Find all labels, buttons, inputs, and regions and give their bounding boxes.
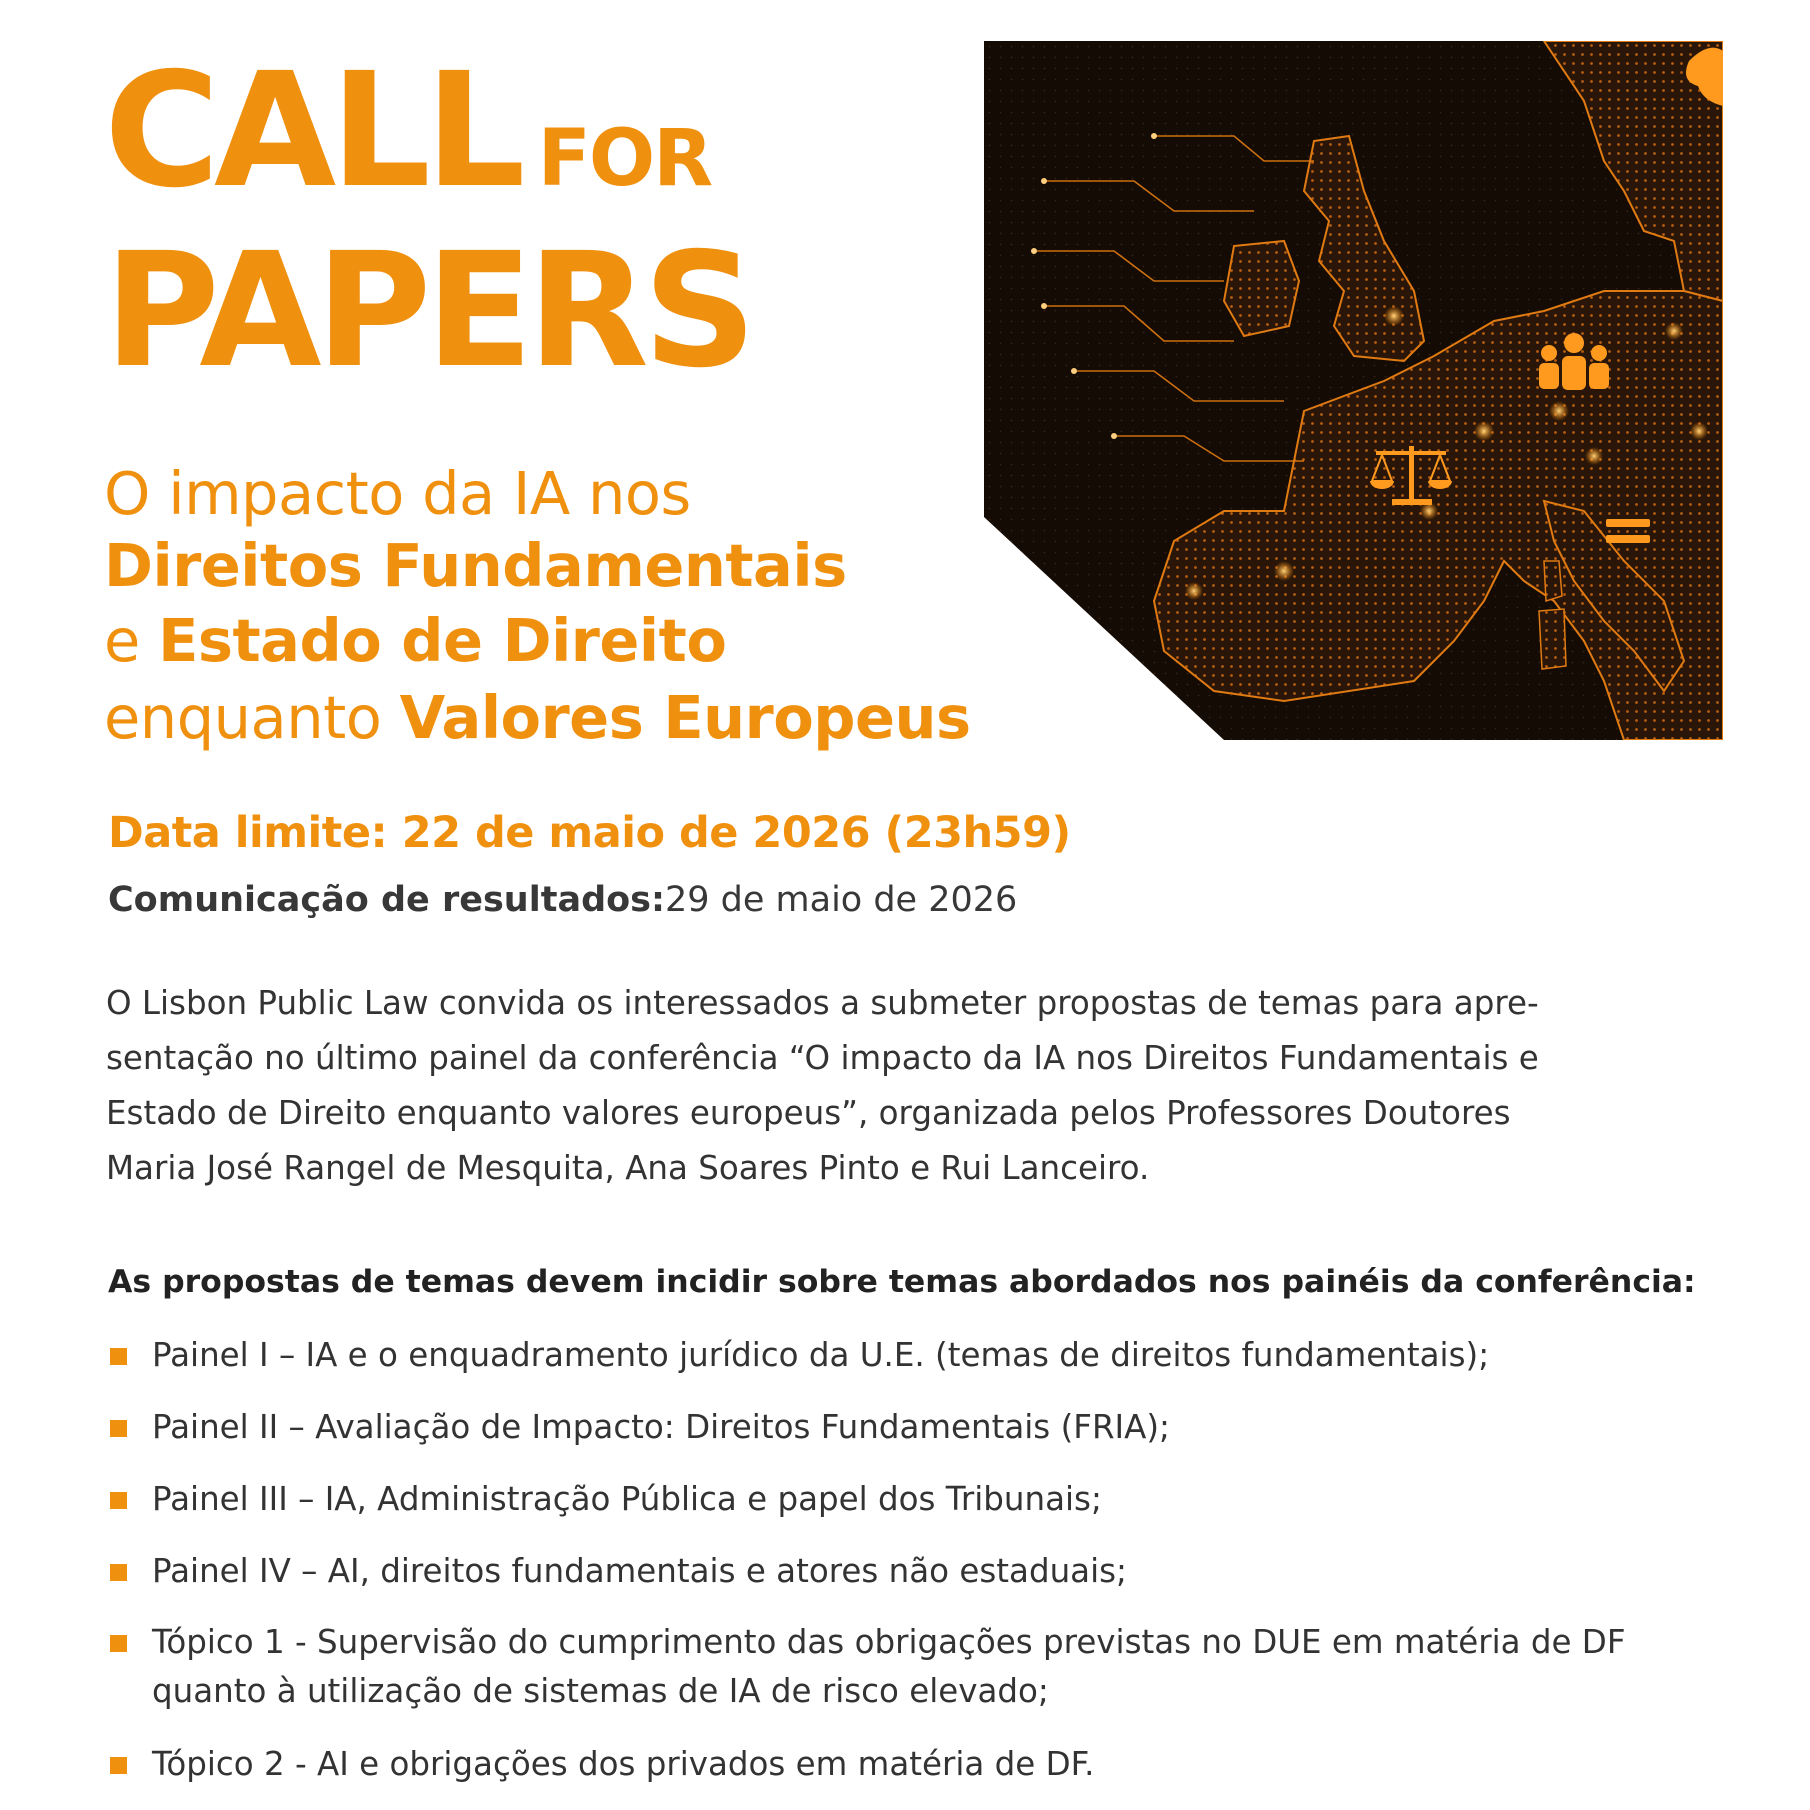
bullet-square-icon xyxy=(110,1348,127,1365)
map-sardinia xyxy=(1539,609,1566,669)
deadline-label: Data limite: xyxy=(108,808,388,858)
topic-text: Tópico 2 - AI e obrigações dos privados em matéria de DF. xyxy=(152,1745,1095,1783)
bullet-square-icon xyxy=(110,1420,127,1437)
topic-text: Painel I – IA e o enquadramento jurídico da U.E. (temas de direitos fundamentais); xyxy=(152,1336,1490,1374)
map-corsica xyxy=(1544,561,1562,601)
results-value: 29 de maio de 2026 xyxy=(665,880,1018,920)
title-papers: PAPERS xyxy=(104,219,751,403)
bullet-square-icon xyxy=(110,1492,127,1509)
deadline xyxy=(108,808,1071,858)
subtitle-line-4-bold: Valores Europeus xyxy=(399,683,971,752)
title-call-word: CALL xyxy=(104,39,520,223)
topic-text: Painel II – Avaliação de Impacto: Direitos Fundamentais (FRIA); xyxy=(152,1408,1170,1446)
title-for-word: FOR xyxy=(537,114,712,204)
subtitle-line-3-bold: Estado de Direito xyxy=(158,606,727,675)
title-call xyxy=(104,39,712,223)
intro-paragraph: O Lisbon Public Law convida os interessados a submeter propostas de temas para apre- sentação no último painel da conferência “O impacto da IA nos Direitos Fundamentais e Estado de Direito enquanto valores europeus”, organizada pelos Professores Doutores Maria José Rangel de Mesquita, Ana Soares Pinto e Rui Lanceiro. xyxy=(106,984,1539,1187)
subtitle-line-4 xyxy=(104,683,971,752)
bullet-square-icon xyxy=(110,1564,127,1581)
subtitle-line-3-prefix: e xyxy=(104,606,159,675)
topic-item-3 xyxy=(108,1475,1728,1524)
topic-item-4 xyxy=(108,1547,1728,1596)
topic-item-1 xyxy=(108,1331,1728,1380)
results-date xyxy=(108,880,1017,920)
subtitle-line-1: O impacto da IA nos xyxy=(104,459,691,528)
deadline-value: 22 de maio de 2026 (23h59) xyxy=(401,808,1071,858)
map-ireland xyxy=(1224,241,1299,336)
bullet-square-icon xyxy=(110,1757,127,1774)
topic-item-5 xyxy=(108,1618,1728,1716)
subtitle-line-2: Direitos Fundamentais xyxy=(104,531,847,600)
results-label: Comunicação de resultados: xyxy=(108,880,665,920)
topics-heading: As propostas de temas devem incidir sobre temas abordados nos painéis da conferência: xyxy=(108,1264,1696,1300)
bullet-square-icon xyxy=(110,1635,127,1652)
subtitle-line-4-prefix: enquanto xyxy=(104,683,400,752)
subtitle-line-3 xyxy=(104,606,727,675)
topic-item-2 xyxy=(108,1403,1728,1452)
topic-text: Tópico 1 - Supervisão do cumprimento das obrigações previstas no DUE em matéria de DF quanto à utilização de sistemas de IA de risco elevado; xyxy=(152,1623,1626,1710)
europe-circuit-map-image xyxy=(984,41,1723,740)
topic-text: Painel IV – AI, direitos fundamentais e atores não estaduais; xyxy=(152,1552,1127,1590)
topic-item-6 xyxy=(108,1740,1728,1789)
topic-text: Painel III – IA, Administração Pública e papel dos Tribunais; xyxy=(152,1480,1102,1518)
